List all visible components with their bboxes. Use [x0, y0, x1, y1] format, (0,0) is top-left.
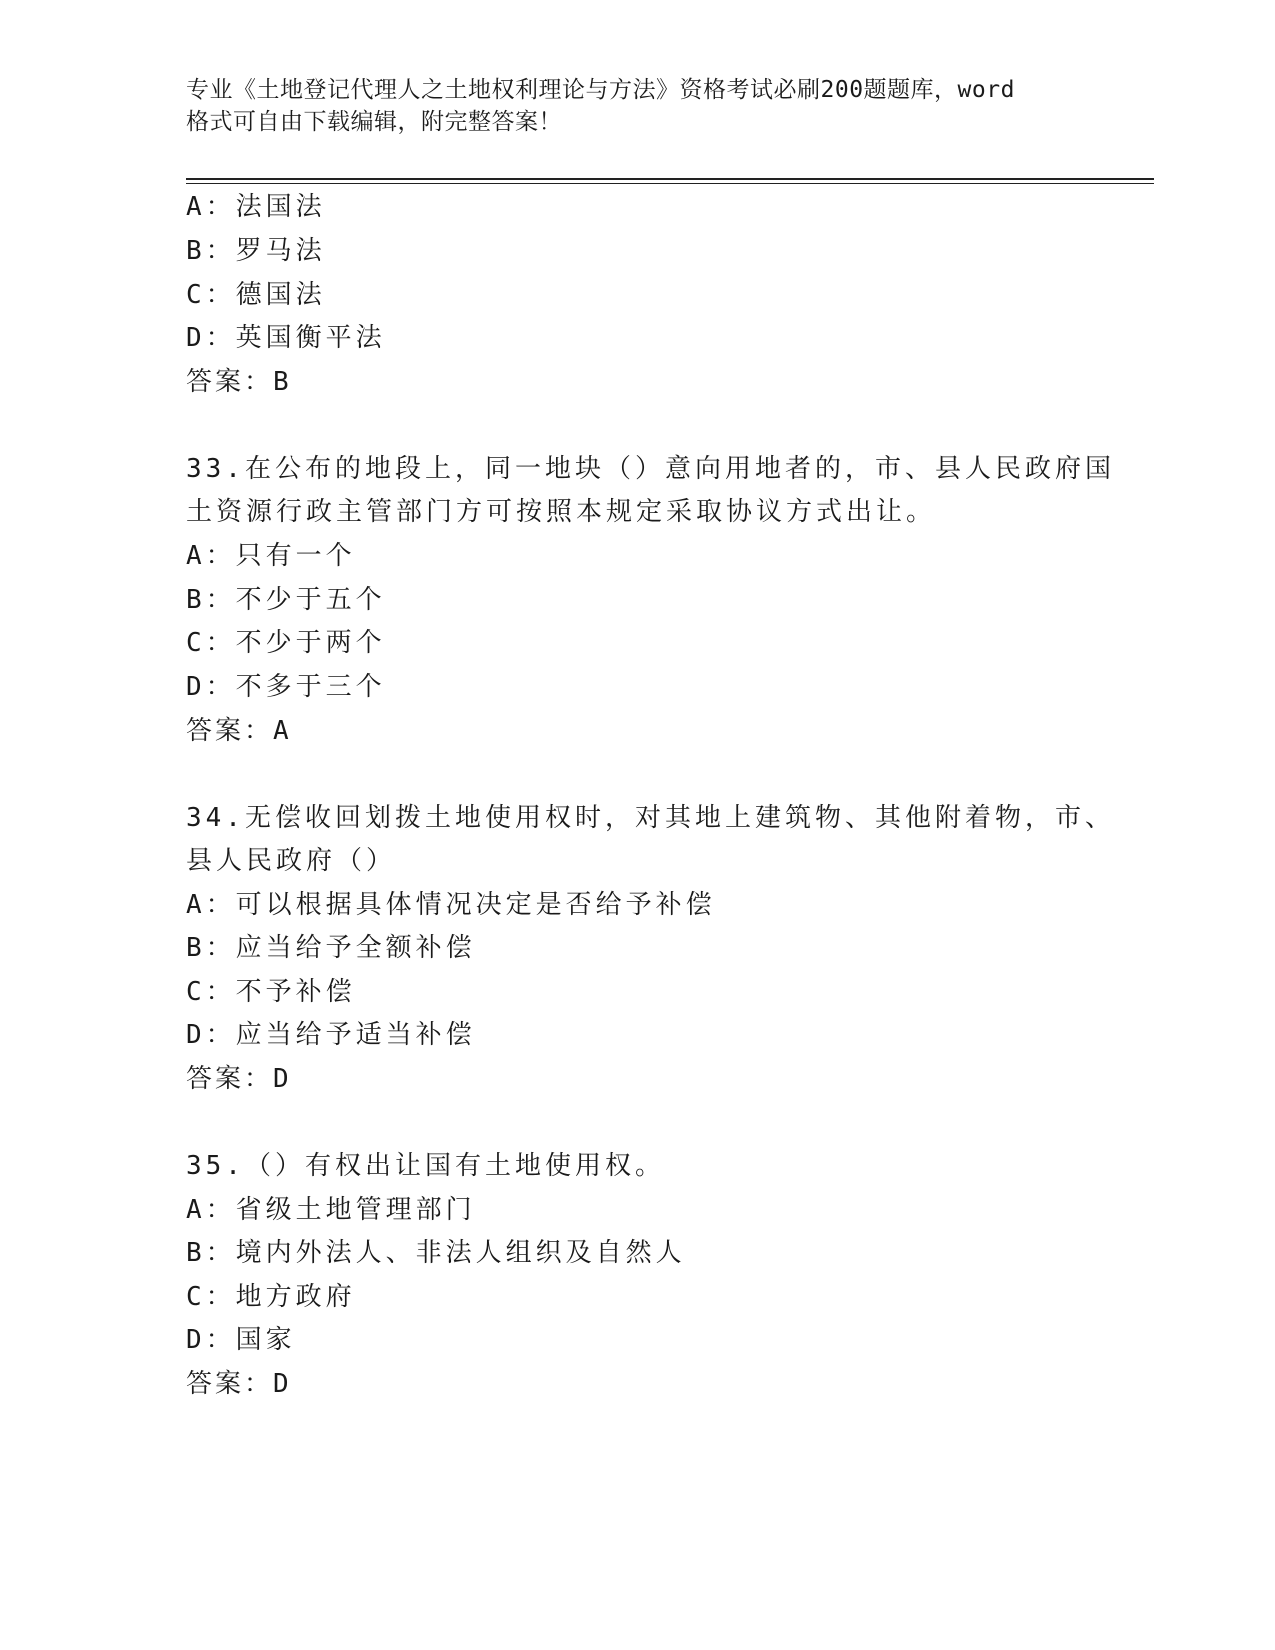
answer-label: 答案：B: [186, 367, 292, 397]
answer-label: 答案：A: [186, 716, 292, 746]
question-stem-line-1: 35.（）有权出让国有土地使用权。: [186, 1151, 665, 1181]
document-header: [186, 74, 1066, 138]
option-d: D：不多于三个: [186, 672, 386, 702]
option-a: A：省级土地管理部门: [186, 1195, 476, 1225]
option-d: D：应当给予适当补偿: [186, 1020, 476, 1050]
header-line-1: 专业《土地登记代理人之土地权利理论与方法》资格考试必刷200题题库，word: [186, 77, 1015, 103]
option-d: D：国家: [186, 1325, 296, 1355]
header-divider-thin: [186, 183, 1154, 184]
option-a: A：可以根据具体情况决定是否给予补偿: [186, 890, 716, 920]
header-divider-thick: [186, 178, 1154, 180]
option-c: C：不少于两个: [186, 628, 386, 658]
option-d: D：英国衡平法: [186, 323, 386, 353]
option-b: B：罗马法: [186, 236, 326, 266]
header-line-2: 格式可自由下载编辑，附完整答案！: [186, 109, 562, 135]
option-b: B：境内外法人、非法人组织及自然人: [186, 1238, 686, 1268]
answer-label: 答案：D: [186, 1064, 292, 1094]
option-c: C：地方政府: [186, 1282, 356, 1312]
option-b: B：应当给予全额补偿: [186, 933, 476, 963]
option-c: C：德国法: [186, 280, 326, 310]
question-stem-line-1: 34.无偿收回划拨土地使用权时，对其地上建筑物、其他附着物，市、: [186, 803, 1115, 833]
option-a: A：只有一个: [186, 541, 356, 571]
option-a: A：法国法: [186, 192, 326, 222]
question-stem-line-2: 县人民政府（）: [186, 846, 397, 876]
question-stem-line-2: 土资源行政主管部门方可按照本规定采取协议方式出让。: [186, 497, 937, 527]
option-b: B：不少于五个: [186, 585, 386, 615]
option-c: C：不予补偿: [186, 977, 356, 1007]
answer-label: 答案：D: [186, 1369, 292, 1399]
question-stem-line-1: 33.在公布的地段上，同一地块（）意向用地者的，市、县人民政府国: [186, 454, 1115, 484]
